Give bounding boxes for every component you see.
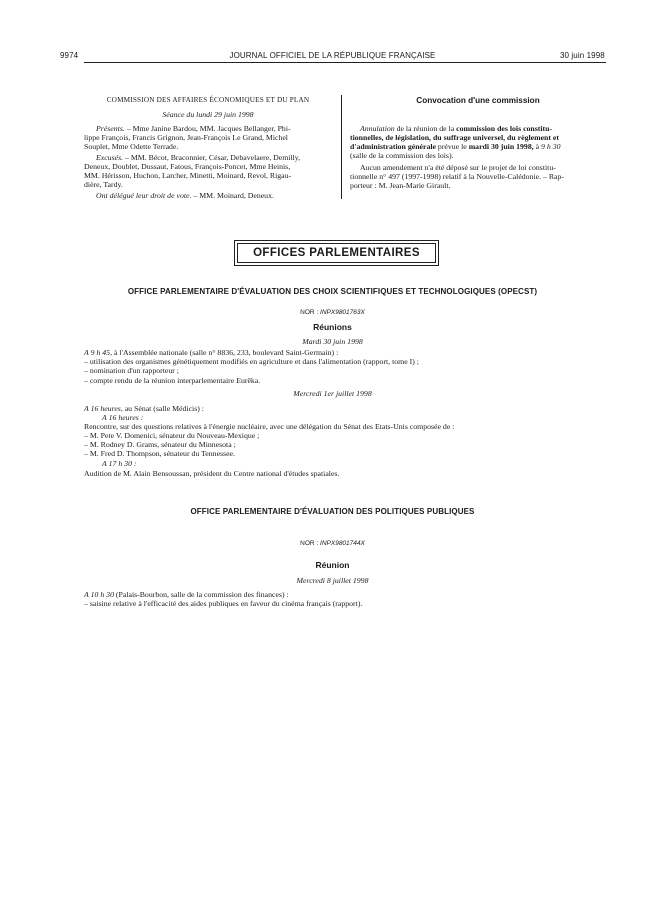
- meeting-date-1: Mardi 30 juin 1998: [302, 337, 363, 346]
- excuses-line-4: dière, Tardy.: [84, 180, 123, 189]
- presents-line-1: Présents. – Mme Janine Bardou, MM. Jacques Bellanger, Phi-: [96, 124, 291, 133]
- meeting-date-3: Mercredi 8 juillet 1998: [296, 576, 369, 585]
- issue-date: 30 juin 1998: [560, 51, 605, 60]
- meeting-3-location: A 10 h 30 (Palais-Bourbon, salle de la commission des finances) :: [84, 590, 289, 599]
- office-politiques-title: OFFICE PARLEMENTAIRE D'ÉVALUATION DES POLITIQUES PUBLIQUES: [190, 507, 475, 516]
- nor-reference-1: NOR : INPX9801763X: [300, 309, 365, 316]
- annulation-line-3: d'administration générale prévue le mardi 30 juin 1998, à 9 h 30: [350, 142, 561, 151]
- reunion-subtitle: Réunion: [315, 560, 350, 570]
- agenda-item: – nomination d'un rapporteur ;: [84, 366, 179, 375]
- amendment-line-3: porteur : M. Jean-Marie Girault.: [350, 181, 451, 190]
- delegation-label: Ont délégué leur droit de vote.: [96, 191, 192, 200]
- amendment-line-1: Aucun amendement n'a été déposé sur le projet de loi constitu-: [360, 163, 556, 172]
- section-title: OFFICES PARLEMENTAIRES: [237, 243, 436, 263]
- presents-label: Présents.: [96, 124, 125, 133]
- time-slot-2: A 17 h 30 :: [102, 459, 137, 468]
- excuses-line-3: MM. Hérisson, Huchon, Larcher, Minetti, Moinard, Revol, Rigau-: [84, 171, 292, 180]
- convocation-title: Convocation d'une commission: [416, 96, 540, 105]
- delegation-line: Ont délégué leur droit de vote. – MM. Moinard, Deneux.: [96, 191, 274, 200]
- excuses-line-1: Excusés. – MM. Bécot, Braconnier, César, Debavelaere, Demilly,: [96, 153, 301, 162]
- office-opecst-title: OFFICE PARLEMENTAIRE D'ÉVALUATION DES CHOIX SCIENTIFIQUES ET TECHNOLOGIQUES (OPECST): [127, 287, 538, 296]
- agenda-item: – utilisation des organismes génétiquement modifiés en agriculture et dans l'alimentation (rapport, tome I) ;: [84, 357, 419, 366]
- excuses-label: Excusés.: [96, 153, 124, 162]
- annulation-line-1: Annulation de la réunion de la commission des lois constitu-: [360, 124, 553, 133]
- meeting-2-location: A 16 heures, au Sénat (salle Médicis) :: [84, 404, 204, 413]
- page-number: 9974: [60, 51, 79, 60]
- meeting-date-2: Mercredi 1er juillet 1998: [293, 389, 372, 398]
- annulation-line-2: tionnelles, de législation, du suffrage universel, du règlement et: [350, 133, 559, 142]
- agenda-item: – compte rendu de la réunion interparlementaire Eurêka.: [84, 376, 261, 385]
- meeting-1-location: A 9 h 45, à l'Assemblée nationale (salle n° 8836, 233, boulevard Saint-Germain) :: [84, 348, 339, 357]
- amendment-line-2: tionnelle n° 497 (1997-1998) relatif à la Nouvelle-Calédonie. – Rap-: [350, 172, 565, 181]
- annulation-line-4: (salle de la commission des lois).: [350, 151, 454, 160]
- agenda-item: – saisine relative à l'efficacité des aides publiques en faveur du cinéma français (rapport).: [84, 599, 363, 608]
- delegation-member: – M. Fred D. Thompson, sénateur du Tennessee.: [84, 449, 235, 458]
- audition-line: Audition de M. Alain Bensoussan, président du Centre national d'études spatiales.: [84, 469, 340, 478]
- session-date: Séance du lundi 29 juin 1998: [162, 110, 254, 119]
- reunions-subtitle: Réunions: [313, 322, 352, 332]
- nor-reference-2: NOR : INPX9801744X: [300, 540, 365, 547]
- presents-line-3: Souplet, Mme Odette Terrade.: [84, 142, 179, 151]
- delegation-member: – M. Pete V. Domenici, sénateur du Nouveau-Mexique ;: [84, 431, 260, 440]
- presents-line-2: lippe François, Francis Grignon, Jean-François Le Grand, Michel: [84, 133, 288, 142]
- meeting-2-description: Rencontre, sur des questions relatives à l'énergie nucléaire, avec une délégation du Sénat des Etats-Unis composée de :: [84, 422, 455, 431]
- commission-title: COMMISSION DES AFFAIRES ÉCONOMIQUES ET DU PLAN: [106, 96, 310, 104]
- delegation-member: – M. Rodney D. Grams, sénateur du Minnesota ;: [84, 440, 236, 449]
- excuses-line-2: Deneux, Doublet, Dussaut, Fatous, François-Poncet, Mme Heinis,: [84, 162, 291, 171]
- journal-title: JOURNAL OFFICIEL DE LA RÉPUBLIQUE FRANÇAISE: [229, 51, 436, 60]
- column-divider: [341, 95, 342, 199]
- time-slot-1: A 16 heures :: [102, 413, 144, 422]
- header-rule: [84, 62, 606, 63]
- section-box: [234, 240, 439, 266]
